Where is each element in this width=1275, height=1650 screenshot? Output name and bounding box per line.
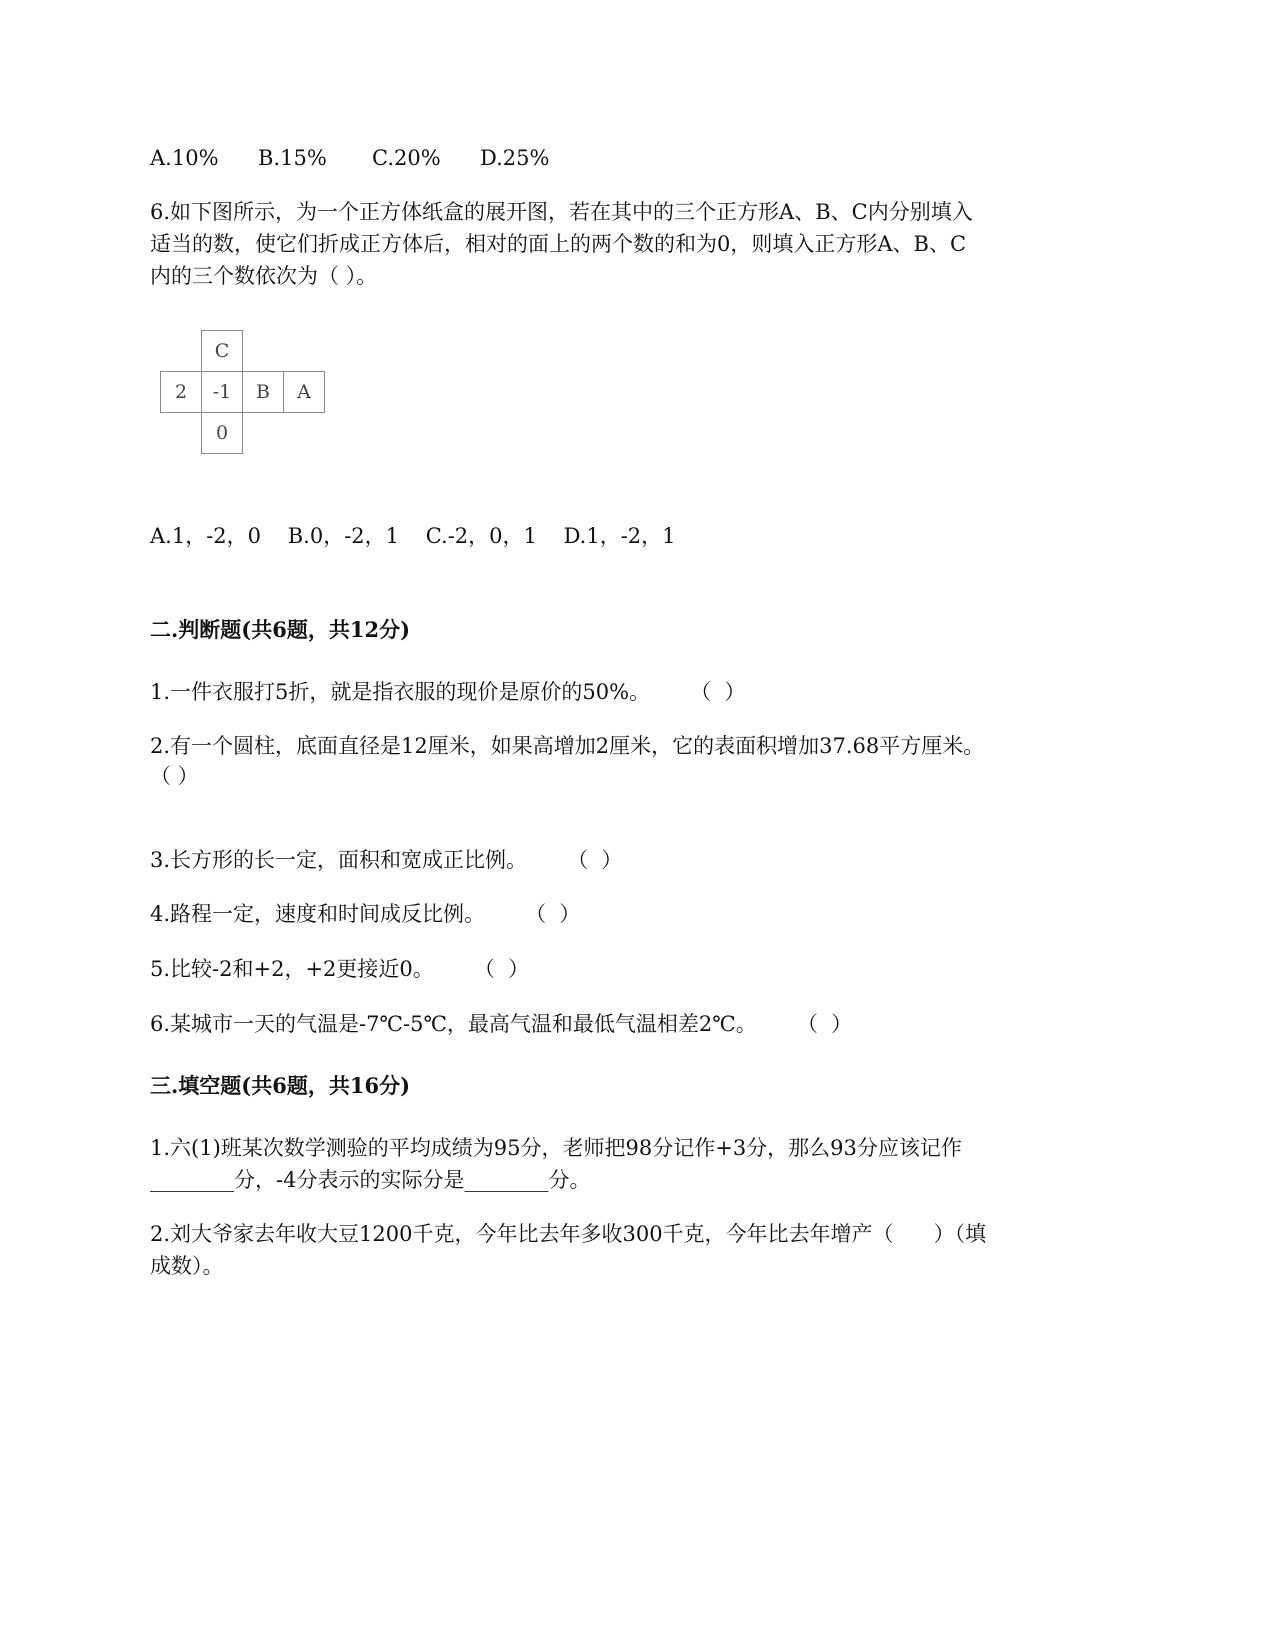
net-cell-a: A [283, 371, 325, 413]
judge-item-4: 4.路程一定，速度和时间成反比例。 （ ） [150, 902, 581, 926]
net-cell-left: 2 [160, 371, 202, 413]
fill-q2-line-2: 成数）。 [150, 1254, 224, 1278]
judge-item-2-bracket: （ ） [150, 764, 199, 788]
q5-option-c: C.20% [372, 146, 441, 170]
q5-option-d: D.25% [480, 146, 550, 170]
section3-title: 三.填空题(共6题，共16分) [150, 1073, 411, 1098]
section2-title: 二.判断题(共6题，共12分) [150, 617, 411, 642]
net-cell-center: -1 [201, 371, 243, 413]
q5-option-a: A.10% [150, 146, 219, 170]
q6-options: A.1，-2，0 B.0，-2，1 C.-2，0，1 D.1，-2，1 [150, 524, 676, 548]
judge-item-6: 6.某城市一天的气温是-7℃-5℃，最高气温和最低气温相差2℃。 （ ） [150, 1012, 853, 1036]
q5-option-b: B.15% [258, 146, 327, 170]
fill-q2-line-1: 2.刘大爷家去年收大豆1200千克，今年比去年多收300千克，今年比去年增产（ ）（填 [150, 1222, 987, 1246]
judge-item-1: 1.一件衣服打5折，就是指衣服的现价是原价的50%。 （ ） [150, 680, 746, 704]
cube-net-figure [160, 330, 340, 470]
judge-item-5: 5.比较-2和+2，+2更接近0。 （ ） [150, 957, 530, 981]
net-cell-bottom: 0 [201, 412, 243, 454]
q6-text-line-1: 6.如下图所示，为一个正方体纸盒的展开图，若在其中的三个正方形A、B、C内分别填入 [150, 200, 973, 224]
net-cell-top: C [201, 330, 243, 372]
q6-text-line-3: 内的三个数依次为（ ）。 [150, 264, 378, 288]
judge-item-3: 3.长方形的长一定，面积和宽成正比例。 （ ） [150, 848, 623, 872]
net-cell-b: B [242, 371, 284, 413]
fill-q1-line-2: ________分，-4分表示的实际分是________分。 [150, 1168, 591, 1192]
q6-text-line-2: 适当的数，使它们折成正方体后，相对的面上的两个数的和为0，则填入正方形A、B、C [150, 232, 967, 256]
q5-options [150, 142, 549, 174]
fill-q1-line-1: 1.六(1)班某次数学测验的平均成绩为95分，老师把98分记作+3分，那么93分应该记作 [150, 1136, 962, 1160]
judge-item-2: 2.有一个圆柱，底面直径是12厘米，如果高增加2厘米，它的表面积增加37.68平方厘米。 [150, 734, 985, 758]
